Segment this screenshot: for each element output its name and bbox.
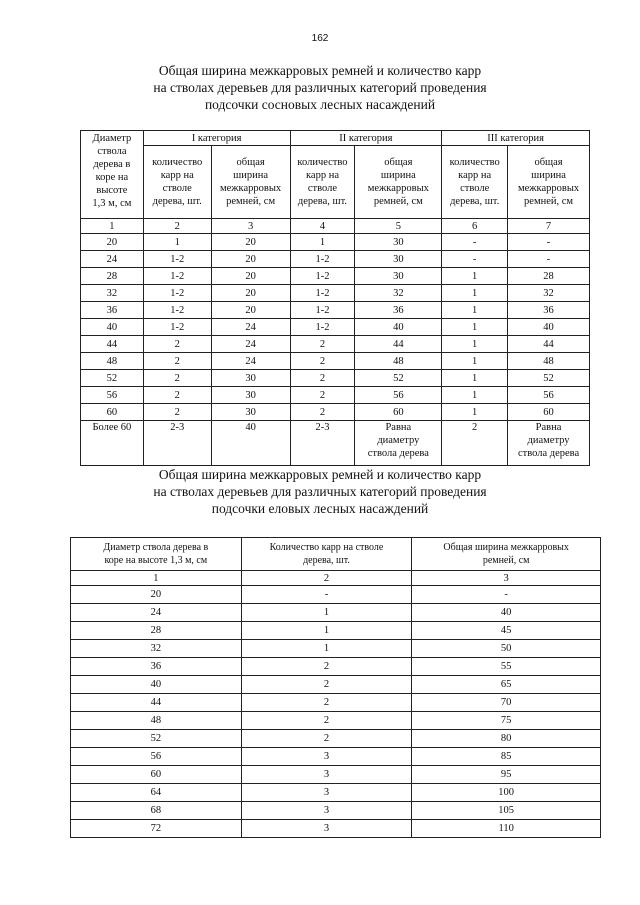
- table-cell: 80: [412, 730, 601, 748]
- table-cell: 1: [241, 640, 412, 658]
- table-row: [71, 730, 601, 748]
- spruce-title-line: на стволах деревьев для различных категорий проведения: [153, 484, 487, 499]
- table-cell: 2: [442, 421, 508, 466]
- table-cell: Равна диаметру ствола дерева: [508, 421, 590, 466]
- table-cell: 40: [211, 421, 290, 466]
- table-cell: 60: [508, 404, 590, 421]
- table-row: [81, 336, 590, 353]
- pine-table-title: [0, 62, 640, 113]
- category-1-header: I категория: [143, 131, 290, 146]
- table-row: [71, 694, 601, 712]
- table-row: [81, 353, 590, 370]
- pine-table: [80, 130, 590, 466]
- table-row: [71, 640, 601, 658]
- table-cell: 52: [355, 370, 442, 387]
- table-cell: 95: [412, 766, 601, 784]
- table-cell: 40: [412, 604, 601, 622]
- table-row: [71, 658, 601, 676]
- table-cell: 105: [412, 802, 601, 820]
- table-row: [71, 766, 601, 784]
- table-cell: 20: [71, 586, 242, 604]
- table-cell: -: [442, 251, 508, 268]
- table-cell: 68: [71, 802, 242, 820]
- table-row: [81, 251, 590, 268]
- table-cell: 40: [508, 319, 590, 336]
- column-number-row: [71, 571, 601, 586]
- spruce-table-title: [0, 466, 640, 517]
- column-number: 6: [442, 219, 508, 234]
- width-subheader: общая ширина межкарровых ремней, см: [211, 146, 290, 219]
- table-cell: 64: [71, 784, 242, 802]
- table-cell: 1: [241, 622, 412, 640]
- table-cell: 1: [442, 268, 508, 285]
- table-cell: 72: [71, 820, 242, 838]
- table-cell: 1: [442, 387, 508, 404]
- table-cell: 52: [71, 730, 242, 748]
- table-cell: 40: [71, 676, 242, 694]
- table-cell: 20: [81, 234, 144, 251]
- table-cell: 36: [71, 658, 242, 676]
- table-cell: 56: [508, 387, 590, 404]
- table-cell: 65: [412, 676, 601, 694]
- pine-title-line: подсочки сосновых лесных насаждений: [204, 97, 436, 112]
- table-cell: 45: [412, 622, 601, 640]
- table-cell: 48: [508, 353, 590, 370]
- table-cell: 1: [241, 604, 412, 622]
- table-cell: 2: [290, 370, 355, 387]
- table-cell: 2: [241, 712, 412, 730]
- table-cell: 44: [355, 336, 442, 353]
- table-cell: 20: [211, 285, 290, 302]
- table-cell: 2-3: [143, 421, 211, 466]
- spruce-title-line: Общая ширина межкарровых ремней и количество карр: [158, 467, 482, 482]
- table-cell: 36: [355, 302, 442, 319]
- column-number: 4: [290, 219, 355, 234]
- table-row: [81, 302, 590, 319]
- spruce-title-line: подсочки еловых лесных насаждений: [211, 501, 429, 516]
- table-row: [71, 622, 601, 640]
- table-row: [71, 802, 601, 820]
- table-row: [71, 748, 601, 766]
- table-cell: 30: [355, 234, 442, 251]
- table-cell: -: [241, 586, 412, 604]
- table-cell: 1: [442, 302, 508, 319]
- spruce-table: [70, 537, 601, 838]
- table-cell: 32: [71, 640, 242, 658]
- table-cell: 2: [290, 336, 355, 353]
- table-row: [81, 370, 590, 387]
- table-cell: 32: [81, 285, 144, 302]
- table-cell: 48: [71, 712, 242, 730]
- table-cell: 30: [355, 268, 442, 285]
- page-number: 162: [311, 33, 329, 44]
- table-cell: 3: [241, 802, 412, 820]
- table-row: [81, 234, 590, 251]
- table-cell: 1: [442, 353, 508, 370]
- table-cell: 1: [442, 370, 508, 387]
- table-cell: -: [412, 586, 601, 604]
- table-cell: 2: [241, 730, 412, 748]
- table-cell: 20: [211, 251, 290, 268]
- table-cell: 24: [211, 353, 290, 370]
- table-cell: 1-2: [290, 302, 355, 319]
- table-row: [81, 387, 590, 404]
- table-cell: 40: [355, 319, 442, 336]
- table-row: [71, 586, 601, 604]
- table-cell: 24: [71, 604, 242, 622]
- table-cell: 2: [290, 404, 355, 421]
- table-row: [71, 604, 601, 622]
- table-cell: 24: [211, 336, 290, 353]
- table-cell: 32: [355, 285, 442, 302]
- table-cell: 1-2: [143, 319, 211, 336]
- table-cell: 56: [81, 387, 144, 404]
- table-cell: 1-2: [143, 285, 211, 302]
- table-cell: 1: [442, 404, 508, 421]
- table-row: [71, 784, 601, 802]
- table-cell: -: [442, 234, 508, 251]
- table-cell: 1: [290, 234, 355, 251]
- table-row: [81, 404, 590, 421]
- column-number: 5: [355, 219, 442, 234]
- column-number: 1: [81, 219, 144, 234]
- table-cell: 1-2: [290, 251, 355, 268]
- table-cell: 70: [412, 694, 601, 712]
- table-cell: 44: [71, 694, 242, 712]
- table-cell: 2: [143, 404, 211, 421]
- table-cell: 60: [71, 766, 242, 784]
- table-cell: 40: [81, 319, 144, 336]
- table-row: [71, 820, 601, 838]
- table-row: [81, 285, 590, 302]
- column-header: Общая ширина межкарровых ремней, см: [412, 538, 601, 571]
- column-number: 3: [412, 571, 601, 586]
- table-cell: 3: [241, 820, 412, 838]
- table-row: [81, 319, 590, 336]
- table-cell: 2: [143, 336, 211, 353]
- table-cell: 56: [71, 748, 242, 766]
- table-cell: 1-2: [290, 285, 355, 302]
- table-cell: 30: [211, 370, 290, 387]
- table-cell: 28: [508, 268, 590, 285]
- table-cell: 44: [81, 336, 144, 353]
- table-cell: -: [508, 234, 590, 251]
- table-cell: 20: [211, 268, 290, 285]
- table-cell: 75: [412, 712, 601, 730]
- table-cell: 28: [81, 268, 144, 285]
- count-subheader: количество карр на стволе дерева, шт.: [290, 146, 355, 219]
- column-header: Количество карр на стволе дерева, шт.: [241, 538, 412, 571]
- table-cell: 48: [81, 353, 144, 370]
- table-cell: 52: [81, 370, 144, 387]
- table-cell: 1-2: [143, 268, 211, 285]
- width-subheader: общая ширина межкарровых ремней, см: [355, 146, 442, 219]
- table-cell: 30: [211, 387, 290, 404]
- table-cell: 24: [81, 251, 144, 268]
- column-number: 2: [143, 219, 211, 234]
- table-cell: 20: [211, 234, 290, 251]
- category-2-header: II категория: [290, 131, 442, 146]
- table-cell: 3: [241, 748, 412, 766]
- table-cell: 36: [81, 302, 144, 319]
- table-cell: 44: [508, 336, 590, 353]
- table-cell: 1: [143, 234, 211, 251]
- table-cell: 2: [241, 658, 412, 676]
- table-cell: 1: [442, 336, 508, 353]
- table-cell: -: [508, 251, 590, 268]
- table-cell: 2: [241, 676, 412, 694]
- table-cell: 1: [442, 319, 508, 336]
- table-cell: 55: [412, 658, 601, 676]
- table-cell: 60: [81, 404, 144, 421]
- table-cell: 1-2: [290, 319, 355, 336]
- table-cell: 2: [241, 694, 412, 712]
- table-cell: 30: [355, 251, 442, 268]
- table-cell: 20: [211, 302, 290, 319]
- table-cell: 60: [355, 404, 442, 421]
- pine-title-line: на стволах деревьев для различных категорий проведения: [153, 80, 487, 95]
- table-cell: 56: [355, 387, 442, 404]
- column-number: 3: [211, 219, 290, 234]
- table-cell: 3: [241, 766, 412, 784]
- table-cell: 110: [412, 820, 601, 838]
- table-cell: 32: [508, 285, 590, 302]
- column-number: 1: [71, 571, 242, 586]
- table-cell: 3: [241, 784, 412, 802]
- table-row: [71, 676, 601, 694]
- column-number: 7: [508, 219, 590, 234]
- table-row: [71, 712, 601, 730]
- table-cell: 48: [355, 353, 442, 370]
- table-row: [81, 268, 590, 285]
- table-cell: 24: [211, 319, 290, 336]
- table-cell: 36: [508, 302, 590, 319]
- column-header: Диаметр ствола дерева в коре на высоте 1,3 м, см: [71, 538, 242, 571]
- count-subheader: количество карр на стволе дерева, шт.: [442, 146, 508, 219]
- table-cell: 30: [211, 404, 290, 421]
- table-cell: 50: [412, 640, 601, 658]
- table-cell: 100: [412, 784, 601, 802]
- column-number-row: [81, 219, 590, 234]
- table-cell: 2: [290, 353, 355, 370]
- table-cell: 28: [71, 622, 242, 640]
- table-cell: 85: [412, 748, 601, 766]
- table-cell: 52: [508, 370, 590, 387]
- table-cell: 2: [143, 387, 211, 404]
- table-cell: 1-2: [143, 251, 211, 268]
- table-cell: 2: [143, 370, 211, 387]
- table-cell: 1-2: [143, 302, 211, 319]
- table-cell: 2: [290, 387, 355, 404]
- table-cell: 2: [143, 353, 211, 370]
- table-cell: Более 60: [81, 421, 144, 466]
- table-cell: 1: [442, 285, 508, 302]
- table-row: [81, 421, 590, 466]
- table-cell: 1-2: [290, 268, 355, 285]
- category-3-header: III категория: [442, 131, 590, 146]
- pine-title-line: Общая ширина межкарровых ремней и количество карр: [158, 63, 482, 78]
- column-number: 2: [241, 571, 412, 586]
- count-subheader: количество карр на стволе дерева, шт.: [143, 146, 211, 219]
- width-subheader: общая ширина межкарровых ремней, см: [508, 146, 590, 219]
- pine-diameter-header: Диаметр ствола дерева в коре на высоте 1,3 м, см: [81, 131, 144, 219]
- table-cell: Равна диаметру ствола дерева: [355, 421, 442, 466]
- table-cell: 2-3: [290, 421, 355, 466]
